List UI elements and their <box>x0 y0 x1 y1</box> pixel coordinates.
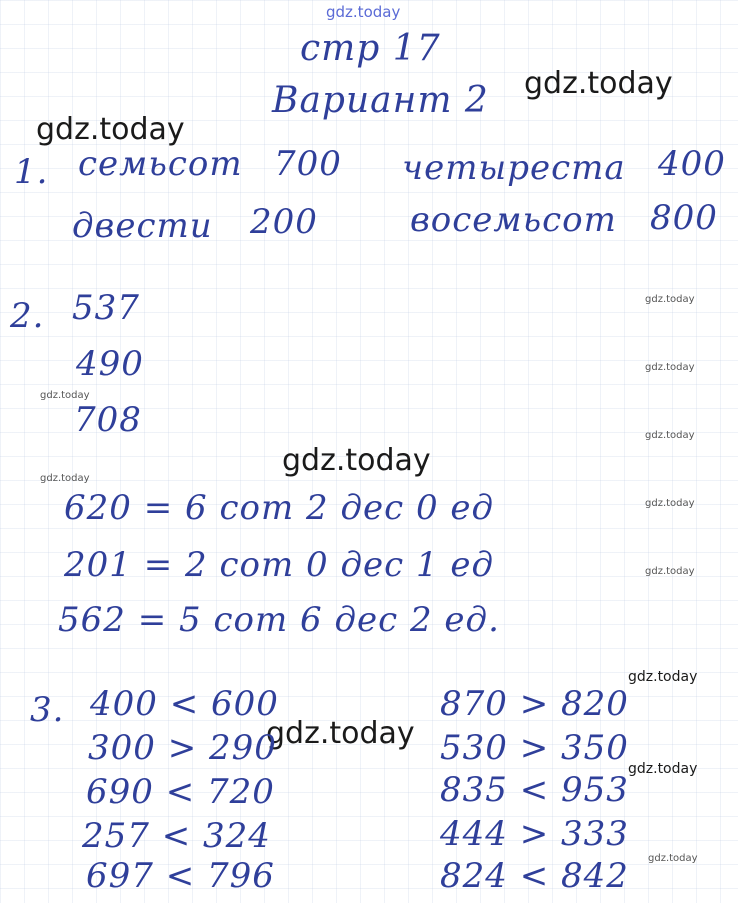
task1-word: восемьсот <box>410 200 617 240</box>
task2-decomposition: 620 = 6 сот 2 дес 0 ед <box>64 488 495 528</box>
task2-number-item: 708 <box>74 400 142 440</box>
watermark: gdz.today <box>645 566 695 577</box>
task2-number-item: 537 <box>72 288 140 328</box>
watermark: gdz.today <box>524 66 673 101</box>
comparison-left: 697 < 796 <box>86 856 275 896</box>
task1-word: семьсот <box>78 144 243 184</box>
watermark: gdz.today <box>645 294 695 305</box>
task1-value: 200 <box>250 202 318 242</box>
comparison-left: 300 > 290 <box>88 728 277 768</box>
watermark: gdz.today <box>282 443 431 478</box>
task1-value: 400 <box>658 144 726 184</box>
task2-decomposition: 562 = 5 сот 6 дес 2 ед. <box>58 600 500 640</box>
task2-number-item: 490 <box>76 344 144 384</box>
variant-title: Вариант 2 <box>272 80 489 121</box>
comparison-right: 444 > 333 <box>440 814 629 854</box>
watermark: gdz.today <box>628 761 698 777</box>
watermark-top: gdz.today <box>326 3 401 21</box>
watermark: gdz.today <box>645 430 695 441</box>
task1-word: четыреста <box>402 148 626 188</box>
task1-value: 800 <box>650 198 718 238</box>
watermark: gdz.today <box>645 498 695 509</box>
watermark: gdz.today <box>40 390 90 401</box>
watermark: gdz.today <box>628 669 698 685</box>
watermark: gdz.today <box>266 716 415 751</box>
task2-decomposition: 201 = 2 сот 0 дес 1 ед <box>64 545 495 585</box>
comparison-left: 400 < 600 <box>90 684 279 724</box>
comparison-right: 530 > 350 <box>440 728 629 768</box>
task2-number: 2. <box>10 296 45 336</box>
comparison-right: 870 > 820 <box>440 684 629 724</box>
watermark: gdz.today <box>648 853 698 864</box>
task1-value: 700 <box>274 144 342 184</box>
comparison-right: 835 < 953 <box>440 770 629 810</box>
watermark: gdz.today <box>40 473 90 484</box>
page-number: стр 17 <box>300 28 441 69</box>
task3-number: 3. <box>30 690 65 730</box>
comparison-right: 824 < 842 <box>440 856 629 896</box>
watermark: gdz.today <box>36 112 185 147</box>
watermark: gdz.today <box>645 362 695 373</box>
comparison-left: 257 < 324 <box>82 816 271 856</box>
comparison-left: 690 < 720 <box>86 772 275 812</box>
task1-number: 1. <box>14 152 49 192</box>
task1-word: двести <box>72 206 213 246</box>
